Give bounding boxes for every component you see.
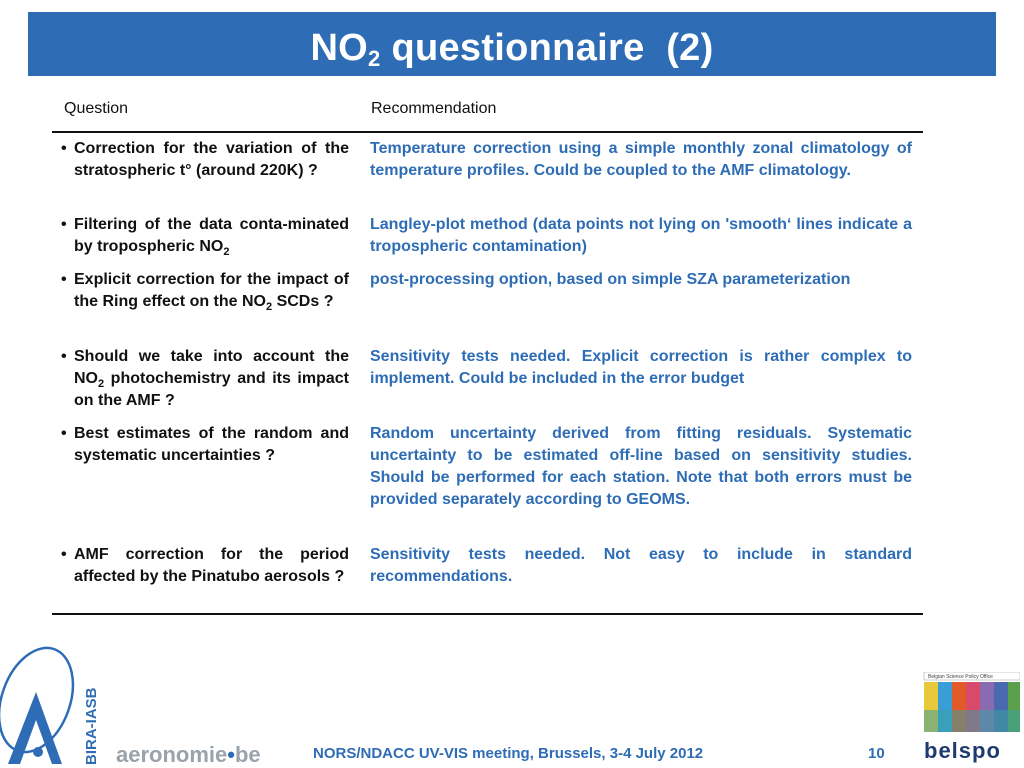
question-row-3: • Explicit correction for the impact of the Ring effect on the $NO_2$ SCDs ? [61,271,349,313]
page-number: 10 [868,745,885,762]
belspo-logo [920,672,1020,768]
header-question: Question [64,100,129,117]
recommendation-row-2: Langley-plot method (data points not lying on 'smooth‘ lines indicate a tropospheric contamination) [370,216,912,255]
recommendation-row-1: Temperature correction using a simple monthly zonal climatology of temperature profiles. Could be coupled to the AMF climatology. [370,140,912,179]
svg-text:BIRA-IASB: BIRA-IASB [83,687,100,765]
header-recommendation: Recommendation [371,100,497,117]
slide-title: $NO_2$ questionnaire (2) [310,27,714,71]
question-row-5: • Best estimates of the random and systematic uncertainties ? [61,425,349,464]
recommendation-row-4: Sensitivity tests needed. Explicit correction is rather complex to implement. Could be included in the error budget [370,348,912,387]
header-rule [52,131,923,133]
question-row-4: • Should we take into account the $NO_2$ photochemistry and its impact on the AMF ? [61,348,349,409]
recommendation-row-5: Random uncertainty derived from fitting residuals. Systematic uncertainty to be estimated off-line based on sensitivity studies. Should be performed for each station. Note that both errors must be provided separately according to GEOMS. [370,425,912,508]
table-bottom-rule [52,613,923,615]
title-bar [28,12,996,76]
aeronomie-logo: aeronomie•be [116,742,261,767]
question-row-1: • Correction for the variation of the stratospheric t° (around 220K) ? [61,140,349,179]
question-row-6: • AMF correction for the period affected by the Pinatubo aerosols ? [61,546,349,585]
question-row-2: • Filtering of the data conta-minated by tropospheric $NO_2$ [61,216,349,258]
recommendation-row-6: Sensitivity tests needed. Not easy to include in standard recommendations. [370,546,912,585]
footer-meeting: NORS/NDACC UV-VIS meeting, Brussels, 3-4 July 2012 [313,745,704,762]
bira-iasb-logo [0,640,110,768]
svg-text:Belgian Science Policy Office: Belgian Science Policy Office [928,674,993,680]
recommendation-row-3: post-processing option, based on simple SZA parameterization [370,271,851,288]
svg-text:belspo: belspo [924,738,1001,763]
